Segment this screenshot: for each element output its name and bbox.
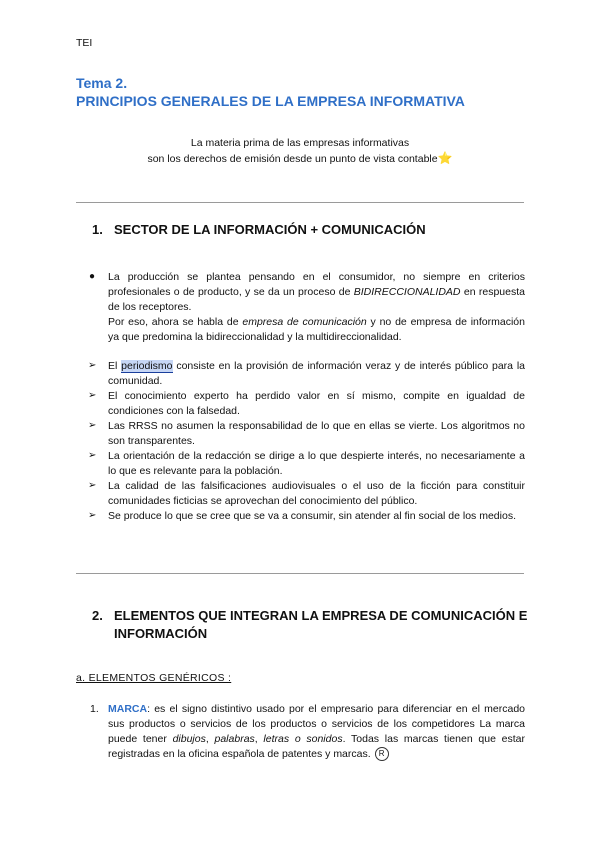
- marca-paragraph: [108, 702, 525, 762]
- marca-palabras: palabras: [214, 733, 255, 745]
- section-2-number: 2.: [92, 608, 103, 623]
- section-1-heading: [92, 221, 426, 239]
- list-item: [88, 509, 525, 524]
- section-2-title-line-1: ELEMENTOS QUE INTEGRAN LA EMPRESA DE COMUNICACIÓN E: [114, 608, 528, 623]
- marca-text-a: : es el signo distintivo usado por el empresario para diferenciar en el mercado sus productos o servicios de los productos o servicios de los competidores La marca puede tener: [108, 703, 525, 745]
- arrow-item-text: La orientación de la redacción se dirige a lo que despierte interés, no necesariamente a lo que es relevante para la población.: [108, 450, 525, 477]
- arrow-item-pre: El: [108, 360, 122, 372]
- section-1-title: SECTOR DE LA INFORMACIÓN + COMUNICACIÓN: [114, 222, 426, 237]
- star-icon: ⭐: [437, 151, 453, 165]
- main-bullet-text-c: Por eso, ahora se habla de: [108, 316, 243, 328]
- list-item: [88, 419, 525, 449]
- marca-text-b: . Todas las marcas tienen que estar registradas en la oficina española de patentes y marcas.: [108, 733, 525, 760]
- divider-2: [76, 573, 524, 574]
- empresa-comunicacion-term: empresa de comunicación: [242, 316, 367, 328]
- main-bullet-text-1: [108, 270, 525, 315]
- arrow-bullet-icon: ➢: [88, 420, 97, 431]
- section-2-title-line-2: INFORMACIÓN: [114, 626, 208, 641]
- bullet-dot-icon: ●: [89, 271, 96, 282]
- list-item: [88, 479, 525, 509]
- main-bullet-text-d: y no de empresa de información ya que predomina la bidireccionalidad y la multidireccionalidad.: [108, 316, 525, 343]
- arrow-bullet-icon: ➢: [88, 480, 97, 491]
- arrow-item-text: Se produce lo que se cree que se va a consumir, sin atender al fin social de los medios.: [108, 510, 516, 522]
- bidireccionalidad-term: BIDIRECCIONALIDAD: [353, 286, 461, 298]
- arrow-bullet-icon: ➢: [88, 390, 97, 401]
- marca-number: 1.: [90, 703, 99, 715]
- section-2-heading: [92, 607, 532, 643]
- main-bullet-text-b: en respuesta de los receptores.: [108, 286, 525, 313]
- title-line-1: Tema 2.: [76, 75, 128, 91]
- arrow-item-text: La calidad de las falsificaciones audiovisuales o el uso de la ficción para constituir comunidades ficticias se aprovechan del conocimiento del público.: [108, 480, 525, 507]
- quote-line-2: [0, 151, 600, 167]
- main-bullet-text-a: La producción se plantea pensando en el consumidor, no siempre en criterios profesionales o de producto, y se da un proceso de: [108, 271, 525, 298]
- arrow-list: [88, 359, 525, 524]
- sep: ,: [205, 733, 215, 745]
- list-item: [88, 449, 525, 479]
- arrow-bullet-icon: ➢: [88, 510, 97, 521]
- section-1-number: 1.: [92, 222, 103, 237]
- list-item: [88, 359, 525, 389]
- main-bullet-text-2: [108, 315, 525, 345]
- marca-term: MARCA: [108, 703, 148, 715]
- arrow-item-text: El conocimiento experto ha perdido valor en sí mismo, compite en igualdad de condiciones con la falsedad.: [108, 390, 525, 417]
- main-bullet-paragraph: [108, 270, 525, 345]
- quote-line-2-text: son los derechos de emisión desde un punto de vista contable: [147, 153, 438, 165]
- highlighted-word: periodismo: [121, 360, 173, 372]
- page-title: [76, 74, 465, 110]
- course-header: TEI: [76, 37, 93, 49]
- arrow-bullet-icon: ➢: [88, 360, 97, 371]
- list-item: [88, 389, 525, 419]
- quote-line-1: La materia prima de las empresas informativas: [190, 137, 410, 149]
- arrow-item-text: [108, 359, 525, 389]
- intro-quote: [0, 136, 600, 167]
- title-line-2: PRINCIPIOS GENERALES DE LA EMPRESA INFORMATIVA: [76, 93, 465, 109]
- subheading-elementos-genericos: a. ELEMENTOS GENÉRICOS :: [76, 672, 232, 684]
- divider-1: [76, 202, 524, 203]
- registered-icon: R: [375, 747, 389, 761]
- arrow-item-post: consiste en la provisión de información veraz y de interés público para la comunidad.: [108, 360, 525, 387]
- marca-dibujos: dibujos: [172, 733, 206, 745]
- marca-letras-sonidos: letras o sonidos: [263, 733, 343, 745]
- arrow-item-text: Las RRSS no asumen la responsabilidad de lo que en ellas se vierte. Los algoritmos no son transparentes.: [108, 420, 525, 447]
- arrow-bullet-icon: ➢: [88, 450, 97, 461]
- sep: ,: [254, 733, 264, 745]
